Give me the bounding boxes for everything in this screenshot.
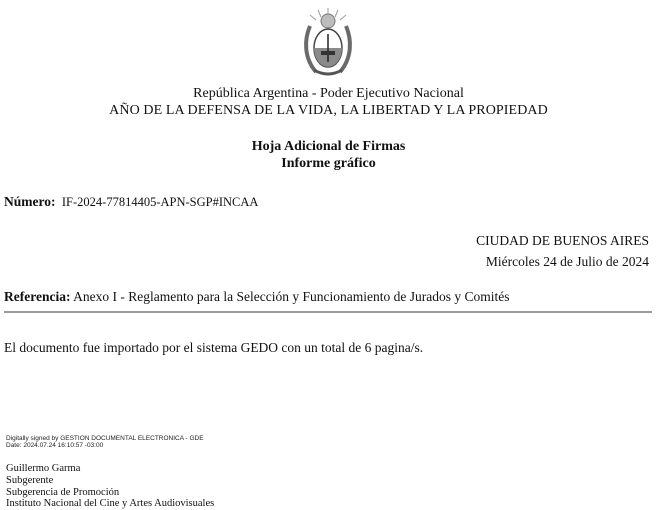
referencia-label: Referencia:	[4, 289, 71, 304]
digital-signature-line-1: Digitally signed by GESTION DOCUMENTAL ELECTRONICA - GDE	[6, 435, 204, 442]
header-line-1: República Argentina - Poder Ejecutivo Nacional	[193, 86, 464, 101]
signer-department: Subgerencia de Promoción	[6, 487, 120, 498]
divider	[4, 311, 652, 313]
document-subtitle: Informe gráfico	[281, 156, 376, 171]
date: Miércoles 24 de Julio de 2024	[485, 254, 649, 269]
numero-label: Número:	[4, 194, 56, 209]
signer-name: Guillermo Garma	[6, 463, 81, 474]
signer-role: Subgerente	[6, 475, 54, 486]
body-text: El documento fue importado por el sistema GEDO con un total de 6 pagina/s.	[4, 340, 424, 355]
numero-value: IF-2024-77814405-APN-SGP#INCAA	[61, 195, 259, 209]
digital-signature-line-2: Date: 2024.07.24 16:10:57 -03:00	[6, 442, 104, 449]
header-line-2: AÑO DE LA DEFENSA DE LA VIDA, LA LIBERTAD Y LA PROPIEDAD	[109, 103, 548, 118]
document-title: Hoja Adicional de Firmas	[251, 139, 406, 154]
referencia-value: Anexo I - Reglamento para la Selección y Funcionamiento de Jurados y Comités	[73, 289, 510, 304]
numero-row	[4, 193, 258, 211]
coat-of-arms-emblem	[300, 6, 356, 82]
signer-organization: Instituto Nacional del Cine y Artes Audiovisuales	[6, 498, 215, 509]
city: CIUDAD DE BUENOS AIRES	[476, 233, 649, 248]
referencia-row	[4, 288, 510, 305]
